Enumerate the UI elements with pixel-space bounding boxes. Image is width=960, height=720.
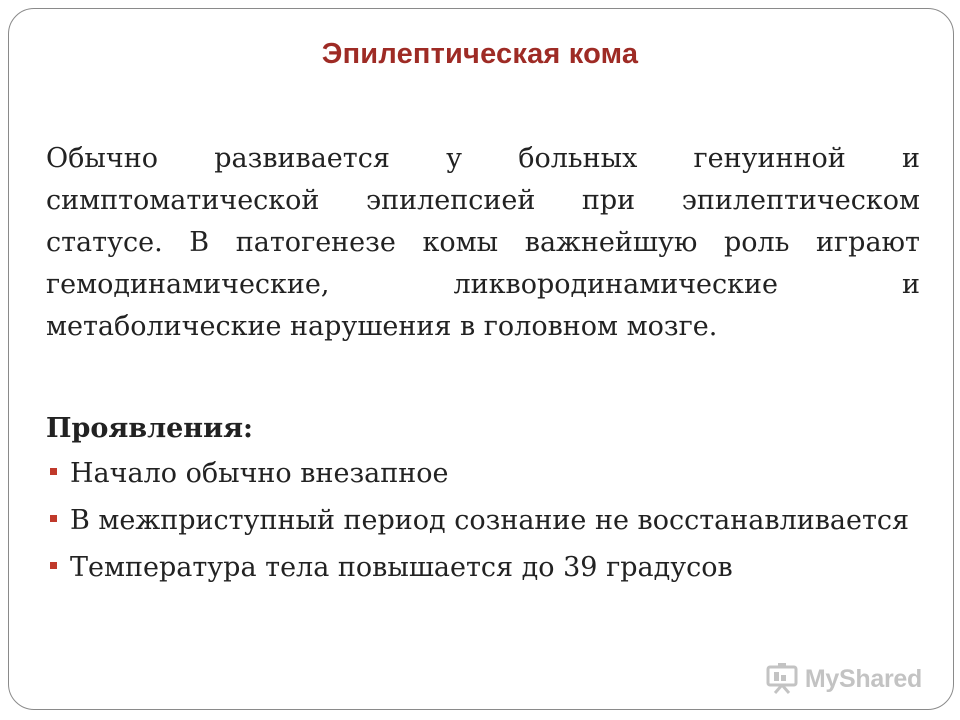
watermark-text: MyShared bbox=[804, 664, 922, 693]
intro-paragraph: Обычно развивается у больных генуинной и симптоматической эпилепсией при эпилептическом статусе. В патогенезе комы важнейшую роль играют гемодинамические, ликвородинамические и метаболические нарушения в головном мозге. bbox=[46, 143, 920, 342]
list-item bbox=[46, 500, 920, 542]
list-item-text: Начало обычно внезапное bbox=[70, 458, 449, 489]
slide-frame bbox=[8, 8, 954, 710]
list-item bbox=[46, 453, 920, 495]
watermark bbox=[765, 662, 922, 696]
list-item-text: Температура тела повышается до 39 градусов bbox=[70, 552, 733, 583]
square-bullet-icon bbox=[50, 515, 57, 522]
square-bullet-icon bbox=[50, 468, 57, 475]
list-item-text: В межприступный период сознание не восстанавливается bbox=[70, 505, 910, 536]
list-item bbox=[46, 547, 920, 589]
square-bullet-icon bbox=[50, 562, 57, 569]
slide-title: Эпилептическая кома bbox=[321, 38, 639, 70]
presentation-board-icon bbox=[765, 662, 799, 696]
manifestations-heading: Проявления: bbox=[46, 413, 254, 444]
manifestations-list bbox=[46, 453, 920, 594]
